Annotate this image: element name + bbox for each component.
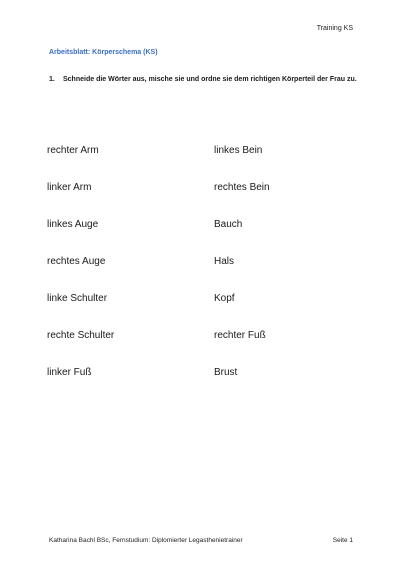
word-item: Kopf [214, 293, 235, 304]
footer-author: Katharina Bachl BSc, Fernstudium: Diplomierter Legasthenietrainer [49, 537, 243, 544]
word-item: rechte Schulter [47, 330, 115, 341]
word-item: Hals [214, 256, 235, 267]
header-title: Training KS [316, 25, 353, 32]
word-item: linker Fuß [47, 367, 92, 378]
word-row [47, 181, 347, 218]
word-row [47, 366, 347, 403]
word-row [47, 144, 347, 181]
word-item: linker Arm [47, 182, 92, 193]
word-item: linkes Auge [47, 219, 99, 230]
word-item: Brust [214, 367, 238, 378]
word-item: rechter Fuß [214, 330, 266, 341]
word-item: rechtes Bein [214, 182, 270, 193]
word-item: linkes Bein [214, 145, 263, 156]
word-item: linke Schulter [47, 293, 108, 304]
task-instruction [49, 73, 359, 86]
word-row [47, 329, 347, 366]
task-number: 1. [49, 76, 55, 83]
word-row [47, 255, 347, 292]
word-row [47, 292, 347, 329]
word-grid [47, 144, 347, 403]
word-item: rechter Arm [47, 145, 99, 156]
word-item: Bauch [214, 219, 243, 230]
task-text: Schneide die Wörter aus, mische sie und ordne sie dem richtigen Körperteil der Frau zu. [63, 76, 357, 83]
word-row [47, 218, 347, 255]
word-item: rechtes Auge [47, 256, 106, 267]
worksheet-title: Arbeitsblatt: Körperschema (KS) [49, 49, 158, 56]
footer-page-number: Seite 1 [332, 537, 353, 544]
